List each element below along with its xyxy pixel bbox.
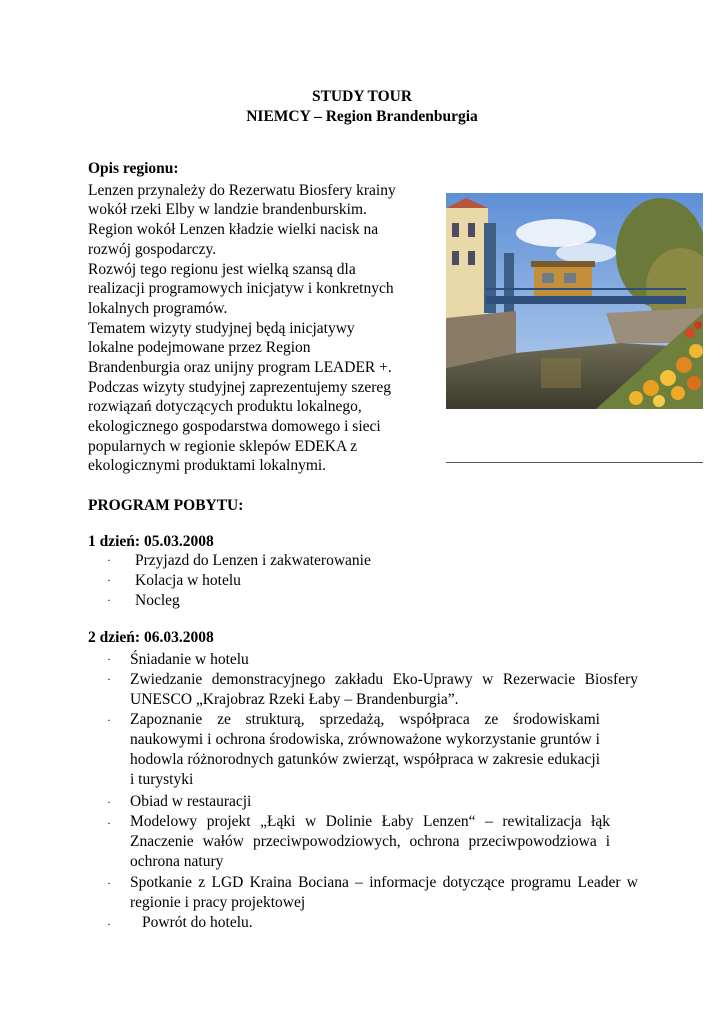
- day2-item: Obiad w restauracji: [130, 793, 252, 810]
- region-text-line: lokalne podejmowane przez Region: [88, 339, 311, 356]
- region-text-line: lokalnych programów.: [88, 300, 228, 317]
- canal-bridge-photo: [446, 193, 703, 409]
- bullet-icon: ·: [107, 573, 111, 587]
- day2-item: Spotkanie z LGD Kraina Bociana – informacje dotyczące programu Leader w regionie i pracy projektowej: [130, 874, 638, 911]
- day2-item: Zwiedzanie demonstracyjnego zakładu Eko-Uprawy w Rezerwacie Biosfery UNESCO „Krajobraz Rzeki Łaby – Brandenburgia”.: [130, 671, 638, 708]
- bullet-icon: ·: [107, 795, 111, 809]
- bullet-icon: ·: [107, 876, 111, 890]
- day2-item: Zapoznanie ze strukturą, sprzedażą, współpraca ze środowiskami naukowymi i ochrona środowiska, zrównoważone wykorzystanie gruntów i hodowla różnorodnych gatunków zwierząt, współpraca w zakresie edukacji i turystyki: [130, 711, 600, 788]
- region-text-line: Brandenburgia oraz unijny program LEADER +.: [88, 359, 392, 376]
- day2-heading: 2 dzień: 06.03.2008: [88, 629, 214, 646]
- region-text-line: Region wokół Lenzen kładzie wielki nacisk na: [88, 221, 379, 238]
- day1-item: Nocleg: [135, 592, 180, 609]
- photo-illustration: [446, 193, 703, 409]
- region-heading: Opis regionu:: [88, 160, 179, 177]
- day1-item: Przyjazd do Lenzen i zakwaterowanie: [135, 552, 371, 569]
- document-subtitle: NIEMCY – Region Brandenburgia: [246, 108, 478, 125]
- day1-heading: 1 dzień: 05.03.2008: [88, 533, 214, 550]
- bullet-icon: ·: [107, 553, 111, 567]
- region-text-line: Lenzen przynależy do Rezerwatu Biosfery krainy: [88, 182, 396, 199]
- photo-caption-rule: [446, 462, 703, 463]
- bullet-icon: ·: [107, 713, 111, 727]
- bullet-icon: ·: [107, 652, 111, 666]
- document-title: STUDY TOUR: [311, 88, 413, 105]
- region-text-line: ekologicznego gospodarstwa domowego i sieci: [88, 418, 381, 435]
- region-text-line: Tematem wizyty studyjnej będą inicjatywy: [88, 320, 355, 337]
- bullet-icon: ·: [107, 816, 111, 830]
- day2-item: Śniadanie w hotelu: [130, 651, 249, 668]
- program-heading: PROGRAM POBYTU:: [88, 497, 244, 514]
- region-text-line: realizacji programowych inicjatyw i konkretnych: [88, 280, 394, 297]
- bullet-icon: ·: [107, 593, 111, 607]
- day2-item: Powrót do hotelu.: [142, 914, 253, 931]
- region-text-line: popularnych w regionie sklepów EDEKA z: [88, 438, 358, 455]
- region-text-line: wokół rzeki Elby w landzie brandenburskim.: [88, 201, 367, 218]
- region-text-line: rozwiązań dotyczących produktu lokalnego,: [88, 398, 362, 415]
- region-text-line: ekologicznymi produktami lokalnymi.: [88, 457, 327, 474]
- day2-item: Modelowy projekt „Łąki w Dolinie Łaby Lenzen“ – rewitalizacja łąk Znaczenie wałów przeciwpowodziowych, ochrona przeciwpowodziowa i ochrona natury: [130, 813, 610, 870]
- bullet-icon: ·: [107, 672, 111, 686]
- bullet-icon: ·: [107, 917, 111, 931]
- day1-item: Kolacja w hotelu: [135, 572, 241, 589]
- region-text-line: rozwój gospodarczy.: [88, 241, 217, 258]
- region-text-line: Podczas wizyty studyjnej zaprezentujemy szereg: [88, 379, 391, 396]
- region-text-line: Rozwój tego regionu jest wielką szansą dla: [88, 261, 356, 278]
